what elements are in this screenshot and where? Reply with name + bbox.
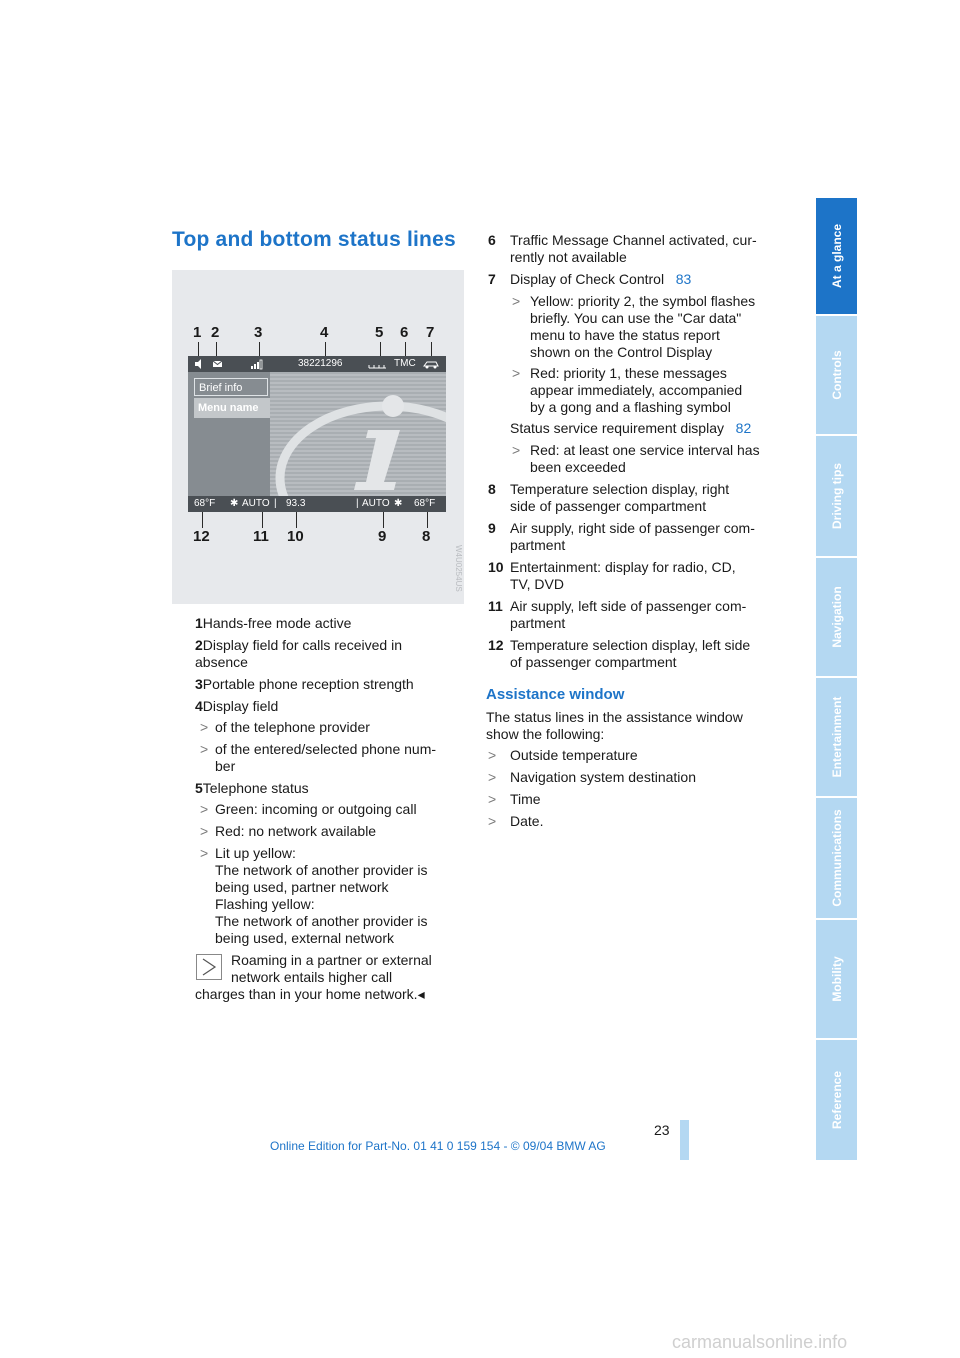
- item-number: 12: [488, 637, 504, 653]
- paragraph-text: The status lines in the assistance window: [486, 709, 743, 725]
- info-icon: [270, 372, 446, 496]
- bullet-arrow: >: [512, 365, 521, 381]
- sub-item-text: Red: at least one service interval has: [530, 442, 760, 458]
- item-text: Hands-free mode active: [202, 615, 352, 631]
- sub-item-text: Green: incoming or outgoing call: [215, 801, 417, 817]
- bullet-arrow: >: [488, 747, 497, 763]
- page-number: 23: [654, 1122, 670, 1138]
- fan-icon: ✱: [394, 498, 403, 509]
- sub-item-text: menu to have the status report: [530, 327, 720, 343]
- radio-frequency: 93.3: [286, 498, 306, 509]
- list-item: Date.: [510, 813, 544, 829]
- paragraph-text: show the following:: [486, 726, 605, 742]
- sub-item-text: Lit up yellow:: [215, 845, 296, 861]
- item-text: side of passenger compartment: [510, 498, 707, 514]
- note-triangle-icon: [196, 954, 222, 980]
- item-number: 9: [488, 520, 496, 536]
- sub-item-text: briefly. You can use the "Car data": [530, 310, 742, 326]
- item-text: partment: [510, 537, 566, 553]
- item-text: rently not available: [510, 249, 627, 265]
- divider: |: [356, 498, 359, 509]
- page-number-bar: [680, 1120, 689, 1160]
- page-reference-link[interactable]: 83: [675, 271, 692, 287]
- callout-7: 7: [426, 324, 435, 341]
- bullet-arrow: >: [488, 791, 497, 807]
- bullet-arrow: >: [200, 845, 209, 861]
- sub-item-text: being used, partner network: [215, 879, 389, 895]
- sub-item-text: Flashing yellow:: [215, 896, 315, 912]
- callout-2: 2: [211, 324, 220, 341]
- watermark: carmanualsonline.info: [672, 1332, 848, 1352]
- bullet-arrow: >: [200, 719, 209, 735]
- callout-3: 3: [254, 324, 263, 341]
- item-text: Display field for calls received in: [202, 637, 402, 653]
- item-number: 8: [488, 481, 496, 497]
- item-number: 1: [195, 615, 203, 631]
- item-text: Status service requirement display 82: [510, 420, 752, 436]
- brief-info-item[interactable]: Brief info: [194, 378, 268, 396]
- item-text: Telephone status: [202, 780, 309, 796]
- callout-4: 4: [320, 324, 329, 341]
- end-marker-icon: ◂: [417, 986, 425, 1002]
- bullet-arrow: >: [488, 769, 497, 785]
- callout-11: 11: [253, 528, 269, 545]
- leader-line: [383, 512, 384, 528]
- leader-line: [296, 512, 297, 528]
- callout-1: 1: [193, 324, 202, 341]
- info-background: [270, 372, 446, 496]
- sub-item-text: being used, external network: [215, 930, 394, 946]
- bullet-arrow: >: [488, 813, 497, 829]
- item-number: 5: [195, 780, 203, 796]
- tab-mobility[interactable]: Mobility: [816, 920, 857, 1038]
- item-text: Display field: [202, 698, 279, 714]
- tab-entertainment[interactable]: Entertainment: [816, 678, 857, 796]
- sub-item-text: appear immediately, accompanied: [530, 382, 743, 398]
- sub-item-text: Red: priority 1, these messages: [530, 365, 727, 381]
- sub-item-text: by a gong and a flashing symbol: [530, 399, 731, 415]
- sub-item-text: of the telephone provider: [215, 719, 370, 735]
- list-item: Navigation system destination: [510, 769, 696, 785]
- bottom-status-line: [188, 496, 446, 512]
- item-text: TV, DVD: [510, 576, 564, 592]
- note-text: Roaming in a partner or external: [231, 952, 432, 968]
- item-text: absence: [195, 654, 248, 670]
- callout-10: 10: [287, 528, 304, 545]
- bullet-arrow: >: [200, 741, 209, 757]
- item-number: 11: [488, 598, 503, 614]
- tab-controls[interactable]: Controls: [816, 316, 857, 434]
- item-text: Temperature selection display, right: [510, 481, 730, 497]
- item-text: Portable phone reception strength: [202, 676, 414, 692]
- callout-8: 8: [422, 528, 431, 545]
- page-reference-link[interactable]: 82: [735, 420, 752, 436]
- leader-line: [262, 512, 263, 528]
- left-air-supply: AUTO: [242, 498, 270, 509]
- bullet-arrow: >: [200, 823, 209, 839]
- bullet-arrow: >: [512, 442, 521, 458]
- note-text: network entails higher call: [231, 969, 393, 985]
- control-display-screen: [188, 356, 446, 512]
- bullet-arrow: >: [200, 801, 209, 817]
- section-heading: Assistance window: [486, 686, 625, 703]
- sub-item-text: The network of another provider is: [215, 862, 428, 878]
- item-text: of passenger compartment: [510, 654, 677, 670]
- menu-name-item[interactable]: Menu name: [194, 398, 270, 418]
- item-number: 3: [195, 676, 203, 692]
- right-air-supply: AUTO: [362, 498, 390, 509]
- sub-item-text: Red: no network available: [215, 823, 377, 839]
- tmc-indicator: TMC: [394, 358, 416, 369]
- tab-navigation[interactable]: Navigation: [816, 558, 857, 676]
- tab-driving-tips[interactable]: Driving tips: [816, 436, 857, 556]
- item-text: Air supply, left side of passenger com-: [510, 598, 747, 614]
- page-title: Top and bottom status lines: [172, 228, 456, 251]
- bullet-arrow: >: [512, 293, 521, 309]
- item-number: 2: [195, 637, 203, 653]
- item-number: 10: [488, 559, 504, 575]
- callout-6: 6: [400, 324, 409, 341]
- menu-panel: [188, 372, 270, 496]
- phone-number-display: 38221296: [298, 358, 343, 369]
- item-text: partment: [510, 615, 566, 631]
- item-number: 4: [195, 698, 203, 714]
- sub-item-text: shown on the Control Display: [530, 344, 713, 360]
- sub-item-text: Yellow: priority 2, the symbol flashes: [530, 293, 756, 309]
- item-text: Traffic Message Channel activated, cur-: [510, 232, 757, 248]
- item-number: 7: [488, 271, 496, 287]
- item-text: Temperature selection display, left side: [510, 637, 751, 653]
- callout-5: 5: [375, 324, 384, 341]
- sub-item-text: of the entered/selected phone num-: [215, 741, 437, 757]
- sub-item-text: been exceeded: [530, 459, 626, 475]
- tab-communications[interactable]: Communications: [816, 798, 857, 918]
- figure-reference-code: W4U0254US: [454, 545, 463, 592]
- tab-at-a-glance[interactable]: At a glance: [816, 198, 857, 314]
- top-status-line: [188, 356, 446, 372]
- callout-12: 12: [193, 528, 210, 545]
- leader-line: [202, 512, 203, 528]
- item-text: Entertainment: display for radio, CD,: [510, 559, 736, 575]
- item-number: 6: [488, 232, 496, 248]
- left-temperature: 68°F: [194, 498, 216, 509]
- item-text: Display of Check Control 83: [510, 271, 692, 287]
- right-temperature: 68°F: [414, 498, 436, 509]
- divider: |: [274, 498, 277, 509]
- callout-9: 9: [378, 528, 387, 545]
- leader-line: [427, 512, 428, 528]
- sub-item-text: ber: [215, 758, 236, 774]
- note-text: charges than in your home network.◂: [195, 986, 425, 1002]
- fan-icon: ✱: [230, 498, 239, 509]
- list-item: Time: [510, 791, 541, 807]
- list-item: Outside temperature: [510, 747, 638, 763]
- sub-item-text: The network of another provider is: [215, 913, 428, 929]
- footer-edition: Online Edition for Part-No. 01 41 0 159 154 - © 09/04 BMW AG: [270, 1139, 606, 1153]
- tab-reference[interactable]: Reference: [816, 1040, 857, 1160]
- item-text: Air supply, right side of passenger com-: [510, 520, 755, 536]
